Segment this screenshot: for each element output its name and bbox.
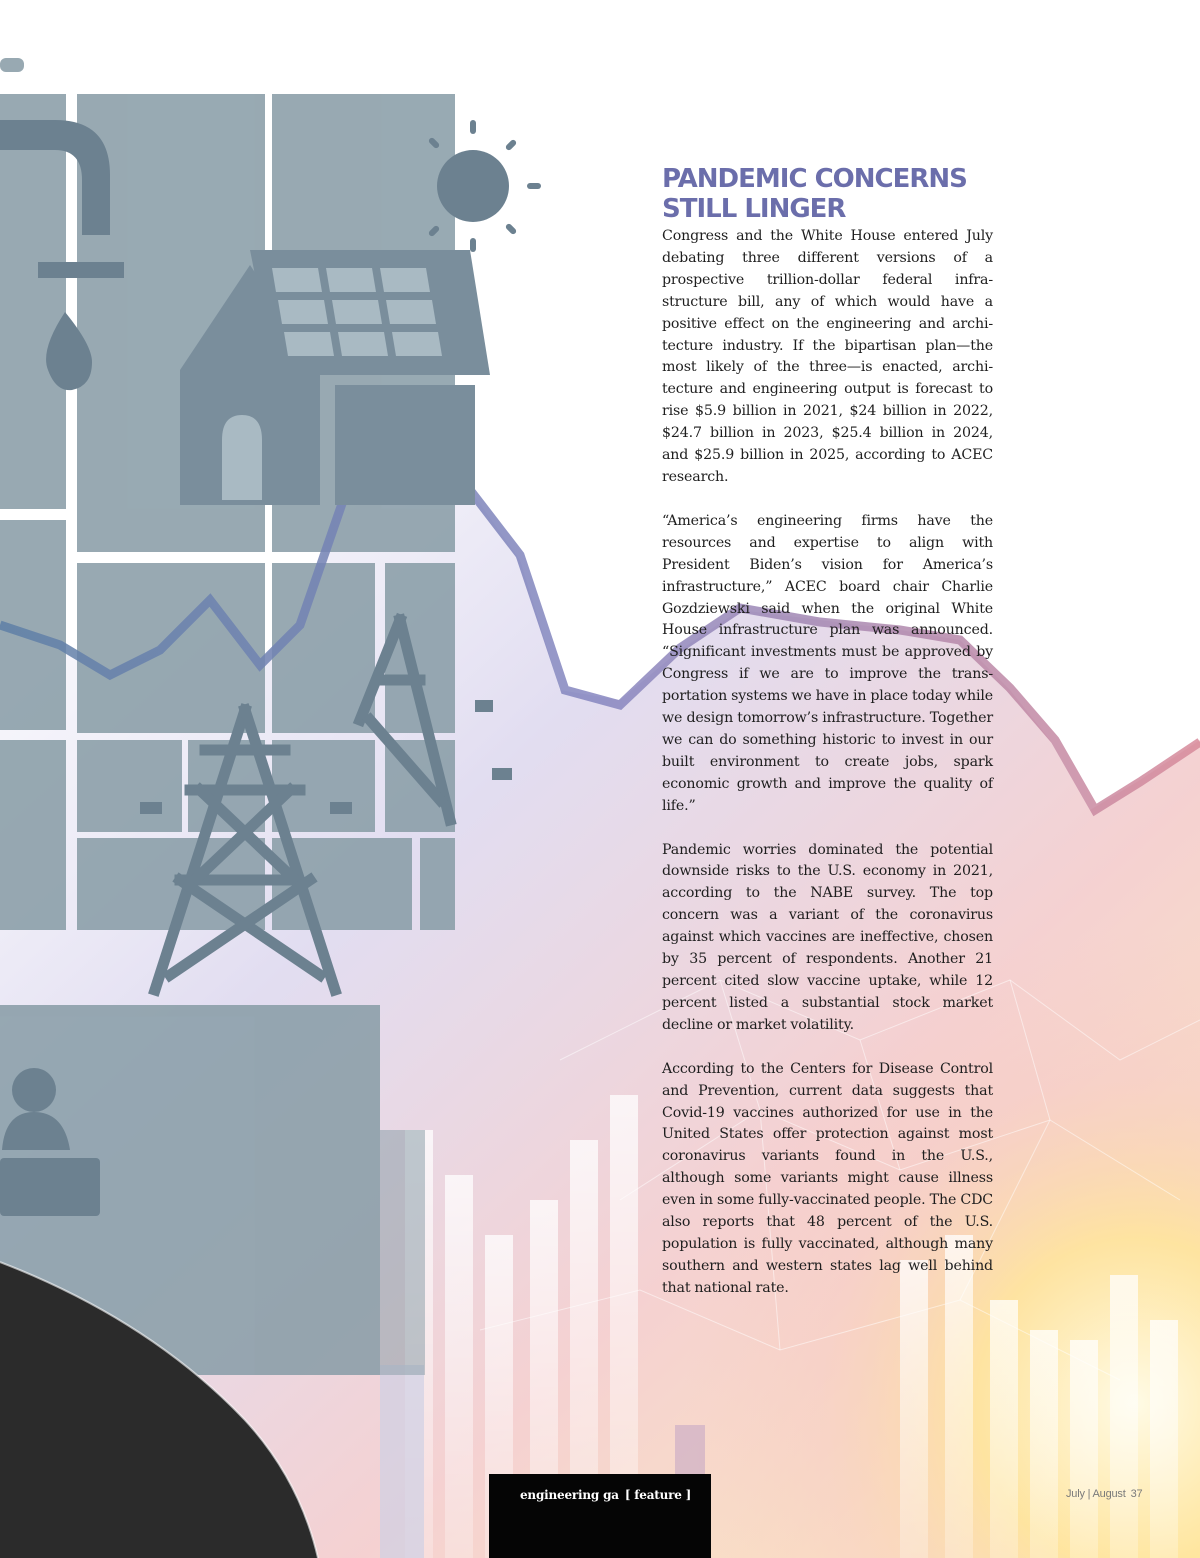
publication-name: engineering ga bbox=[520, 1488, 619, 1502]
paragraph-1: Congress and the White House entered July debating three different versions of a prospective trillion-dollar federal infra-structure bill, any of which would have a positive effect on the engineering and archi-tecture industry. If the bipartisan plan—the most likely of the three—is enacted, archi-tecture and engineering output is forecast to rise $5.9 billion in 2021, $24 billion in 2022, $24.7 billion in 2023, $25.4 billion in 2024, and $25.9 billion in 2025, according to ACEC research. bbox=[662, 228, 993, 485]
headline-line-2: STILL LINGER bbox=[662, 194, 846, 224]
issue-date: July | August bbox=[1066, 1488, 1126, 1500]
page-folio bbox=[1066, 1488, 1142, 1500]
paragraph-3: Pandemic worries dominated the potential downside risks to the U.S. economy in 2021, according to the NABE survey. The top concern was a variant of the coronavirus against which vaccines are ineffective, chosen by 35 percent of respondents. Another 21 percent cited slow vaccine uptake, while 12 percent listed a substantial stock market decline or market volatility. bbox=[662, 841, 993, 1033]
article-column bbox=[662, 164, 993, 1322]
footer-section-tab bbox=[489, 1474, 711, 1558]
paragraph-2: “America’s engineering firms have the resources and expertise to align with President Biden’s vision for America’s infrastructure,” ACEC board chair Charlie Gozdziewski said when the original White House infrastructure plan was announced. “Significant investments must be approved by Congress if we are to improve the trans-portation systems we have in place today while we design tomorrow’s infrastructure. Together we can do something historic to invest in our built environment to create jobs, spark economic growth and improve the quality of life.” bbox=[662, 512, 993, 814]
article-headline bbox=[662, 164, 993, 224]
footer-tab-text bbox=[520, 1488, 691, 1502]
page-number: 37 bbox=[1130, 1488, 1143, 1500]
section-label: [ feature ] bbox=[624, 1488, 692, 1502]
headline-line-1: PANDEMIC CONCERNS bbox=[662, 164, 967, 194]
paragraph-4: According to the Centers for Disease Control and Prevention, current data suggests that Covid-19 vaccines authorized for use in the United States offer protection against most coronavirus variants found in the U.S., although some variants might cause illness even in some fully-vaccinated people. The CDC also reports that 48 percent of the U.S. population is fully vaccinated, although many southern and western states lag well behind that national rate. bbox=[662, 1060, 993, 1296]
